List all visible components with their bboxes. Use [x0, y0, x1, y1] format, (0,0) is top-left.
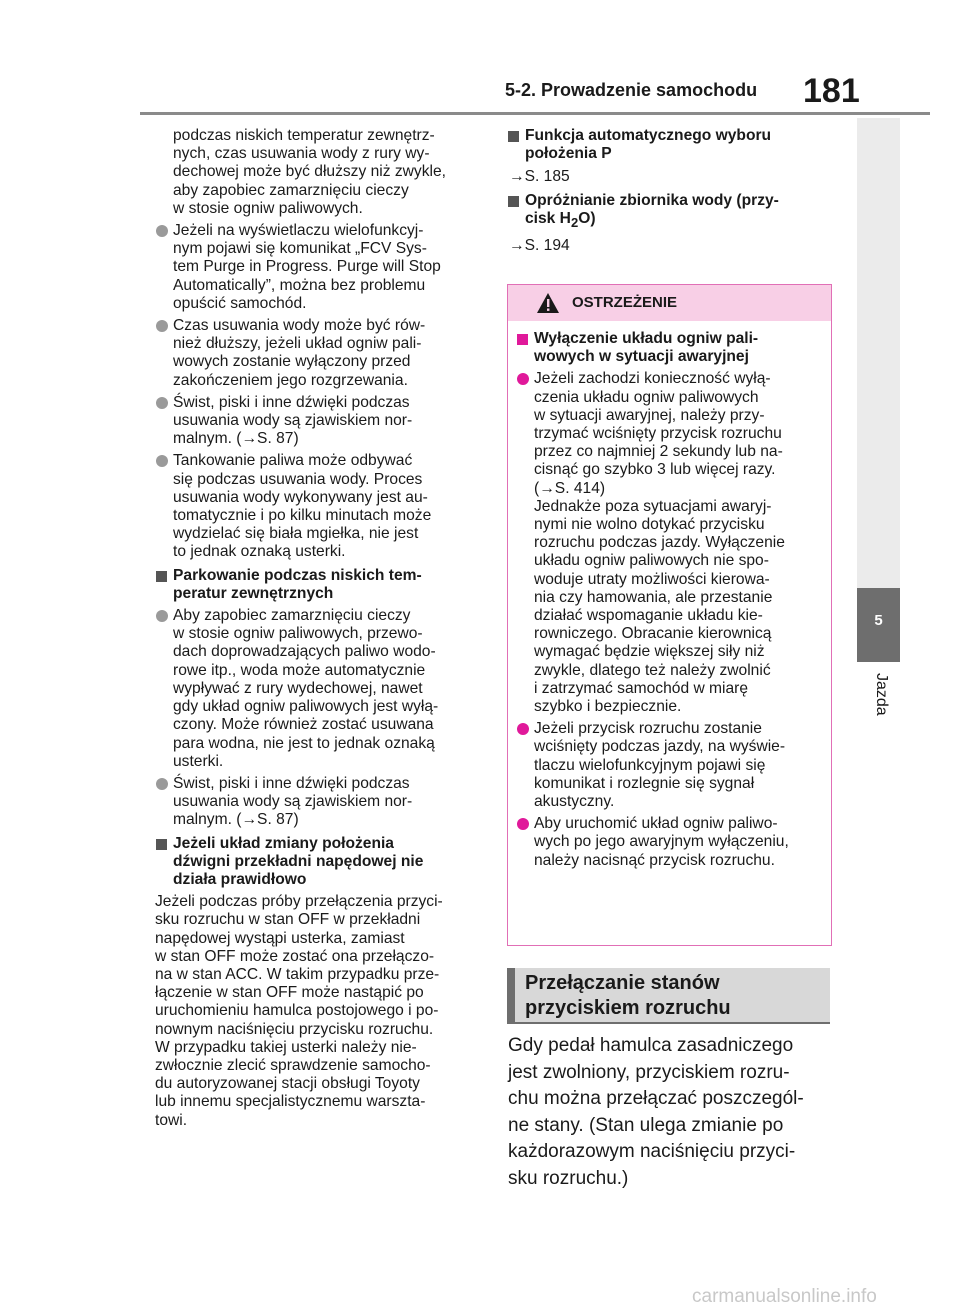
subscript: 2	[570, 214, 579, 230]
bullet-item: Świst, piski i inne dźwięki podczas usuwania wody są zjawiskiem nor- malnym. (→S. 87)	[155, 394, 485, 449]
bullet-item: Świst, piski i inne dźwięki podczas usuwania wody są zjawiskiem nor- malnym. (→S. 87)	[155, 775, 485, 830]
subheading: Jeżeli układ zmiany położenia dźwigni przekładni napędowej nie działa prawidłowo	[155, 835, 485, 890]
bullet-item: Tankowanie paliwa może odbywać się podczas usuwania wody. Proces usuwania wody wykonywany jest au- tomatycznie i po kilku minutach może wydzielać się biała mgiełka, nie jest to jednak oznaką usterki.	[155, 452, 485, 561]
warning-box	[507, 284, 832, 946]
bullet-item: Aby uruchomić układ ogniw paliwo- wych po jego awaryjnym wyłączeniu, należy nacisnąć przycisk rozruchu.	[516, 815, 825, 870]
bullet-item: Jeżeli przycisk rozruchu zostanie wciśnięty podczas jazdy, na wyświe- tlaczu wielofunkcyjnym pojawi się komunikat i rozlegnie się sygnał akustyczny.	[516, 720, 825, 811]
intro-paragraph: Gdy pedał hamulca zasadniczego jest zwolniony, przyciskiem rozru- chu można przełączać poszczegól- ne stany. (Stan ulega zmianie po każdorazowym naciśnięciu przyci- sku rozruchu.)	[508, 1035, 804, 1189]
page-number: 181	[803, 72, 860, 110]
warning-header	[508, 285, 831, 321]
right-column	[507, 127, 832, 255]
chapter-tab: 5	[857, 588, 900, 662]
section-heading: Przełączanie stanów przyciskiem rozruchu	[525, 972, 731, 1019]
bullet-item: Jeżeli na wyświetlaczu wielofunkcyj- nym pojawi się komunikat „FCV Sys- tem Purge in Progress. Purge will Stop Automatically”, można bez problemu opuścić samochód.	[155, 222, 485, 313]
chapter-label: Jazda	[873, 673, 890, 716]
subheading: Parkowanie podczas niskich tem- peratur zewnętrznych	[155, 567, 485, 603]
subheading	[507, 192, 832, 233]
left-column	[155, 127, 485, 1130]
section-heading-band	[507, 968, 830, 1024]
heading-text: Opróżnianie zbiornika wody (przy- cisk H	[525, 191, 779, 227]
paragraph: Jeżeli podczas próby przełączenia przyci- sku rozruchu w stan OFF w przekładni napędowej wystąpi usterka, zamiast w stan OFF może zostać ona przełączo- na w stan ACC. W takim przypadku prze- łączenie w stan OFF może nastąpić po uruchomieniu hamulca postojowego i po- nownym naciśnięciu przycisku rozruchu. W przypadku takiej usterki należy nie- zwłocznie zlecić sprawdzenie samocho- du autoryzowanej stacji obsługi Toyoty lub innemu specjalistycznemu warszta- towi.	[155, 893, 443, 1129]
header-rule	[140, 112, 930, 115]
subheading: Funkcja automatycznego wyboru położenia P	[507, 127, 832, 163]
section-title: 5-2. Prowadzenie samochodu	[505, 80, 758, 100]
continued-text: podczas niskich temperatur zewnętrz- nych, czas usuwania wody z rury wy- dechowej może być dłuższy niż zwykle, aby zapobiec zamarznięciu cieczy w stosie ogniw paliwowych.	[173, 127, 446, 217]
page-reference: →S. 194	[509, 237, 570, 255]
bullet-item: Czas usuwania wody może być rów- nież dłuższy, jeżeli układ ogniw pali- wowych zostanie wyłączony przed zakończeniem jego rozgrzewania.	[155, 317, 485, 390]
page-reference: →S. 185	[509, 168, 570, 186]
bullet-item: Jeżeli zachodzi konieczność wyłą- czenia układu ogniw paliwowych w sytuacji awaryjnej, należy przy- trzymać wciśnięty przycisk rozruchu przez co najmniej 2 sekundy lub na- cisnąć go szybko 3 lub więcej razy. (→S. 414) Jednakże poza sytuacjami awaryj- nymi nie wolno dotykać przycisku rozruchu podczas jazdy. Wyłączenie układu ogniw paliwowych nie spo- woduje utraty możliwości kierowa- nia czy hamowania, ale przestanie działać wspomaganie układu kie- rowniczego. Obracanie kierownicą wymagać będzie większej siły niż zwykle, dlatego też należy zwolnić i zatrzymać samochód w miarę szybko i bezpiecznie.	[516, 370, 825, 716]
warning-title: OSTRZEŻENIE	[572, 294, 678, 311]
heading-text-end: O)	[578, 209, 596, 227]
warning-body	[508, 321, 831, 870]
bullet-item: Aby zapobiec zamarznięciu cieczy w stosie ogniw paliwowych, przewo- dach doprowadzających paliwo wodo- rowe itp., woda może automatycznie wypływać z rury wydechowej, nawet gdy układ ogniw paliwowych jest wyłą- czony. Może również zostać usuwana para wodna, nie jest to jednak oznaką usterki.	[155, 607, 485, 771]
side-strip	[857, 118, 900, 588]
warning-triangle-icon	[536, 292, 560, 318]
subheading: Wyłączenie układu ogniw pali- wowych w sytuacji awaryjnej	[516, 330, 825, 366]
watermark: carmanualsonline.info	[692, 1286, 877, 1307]
